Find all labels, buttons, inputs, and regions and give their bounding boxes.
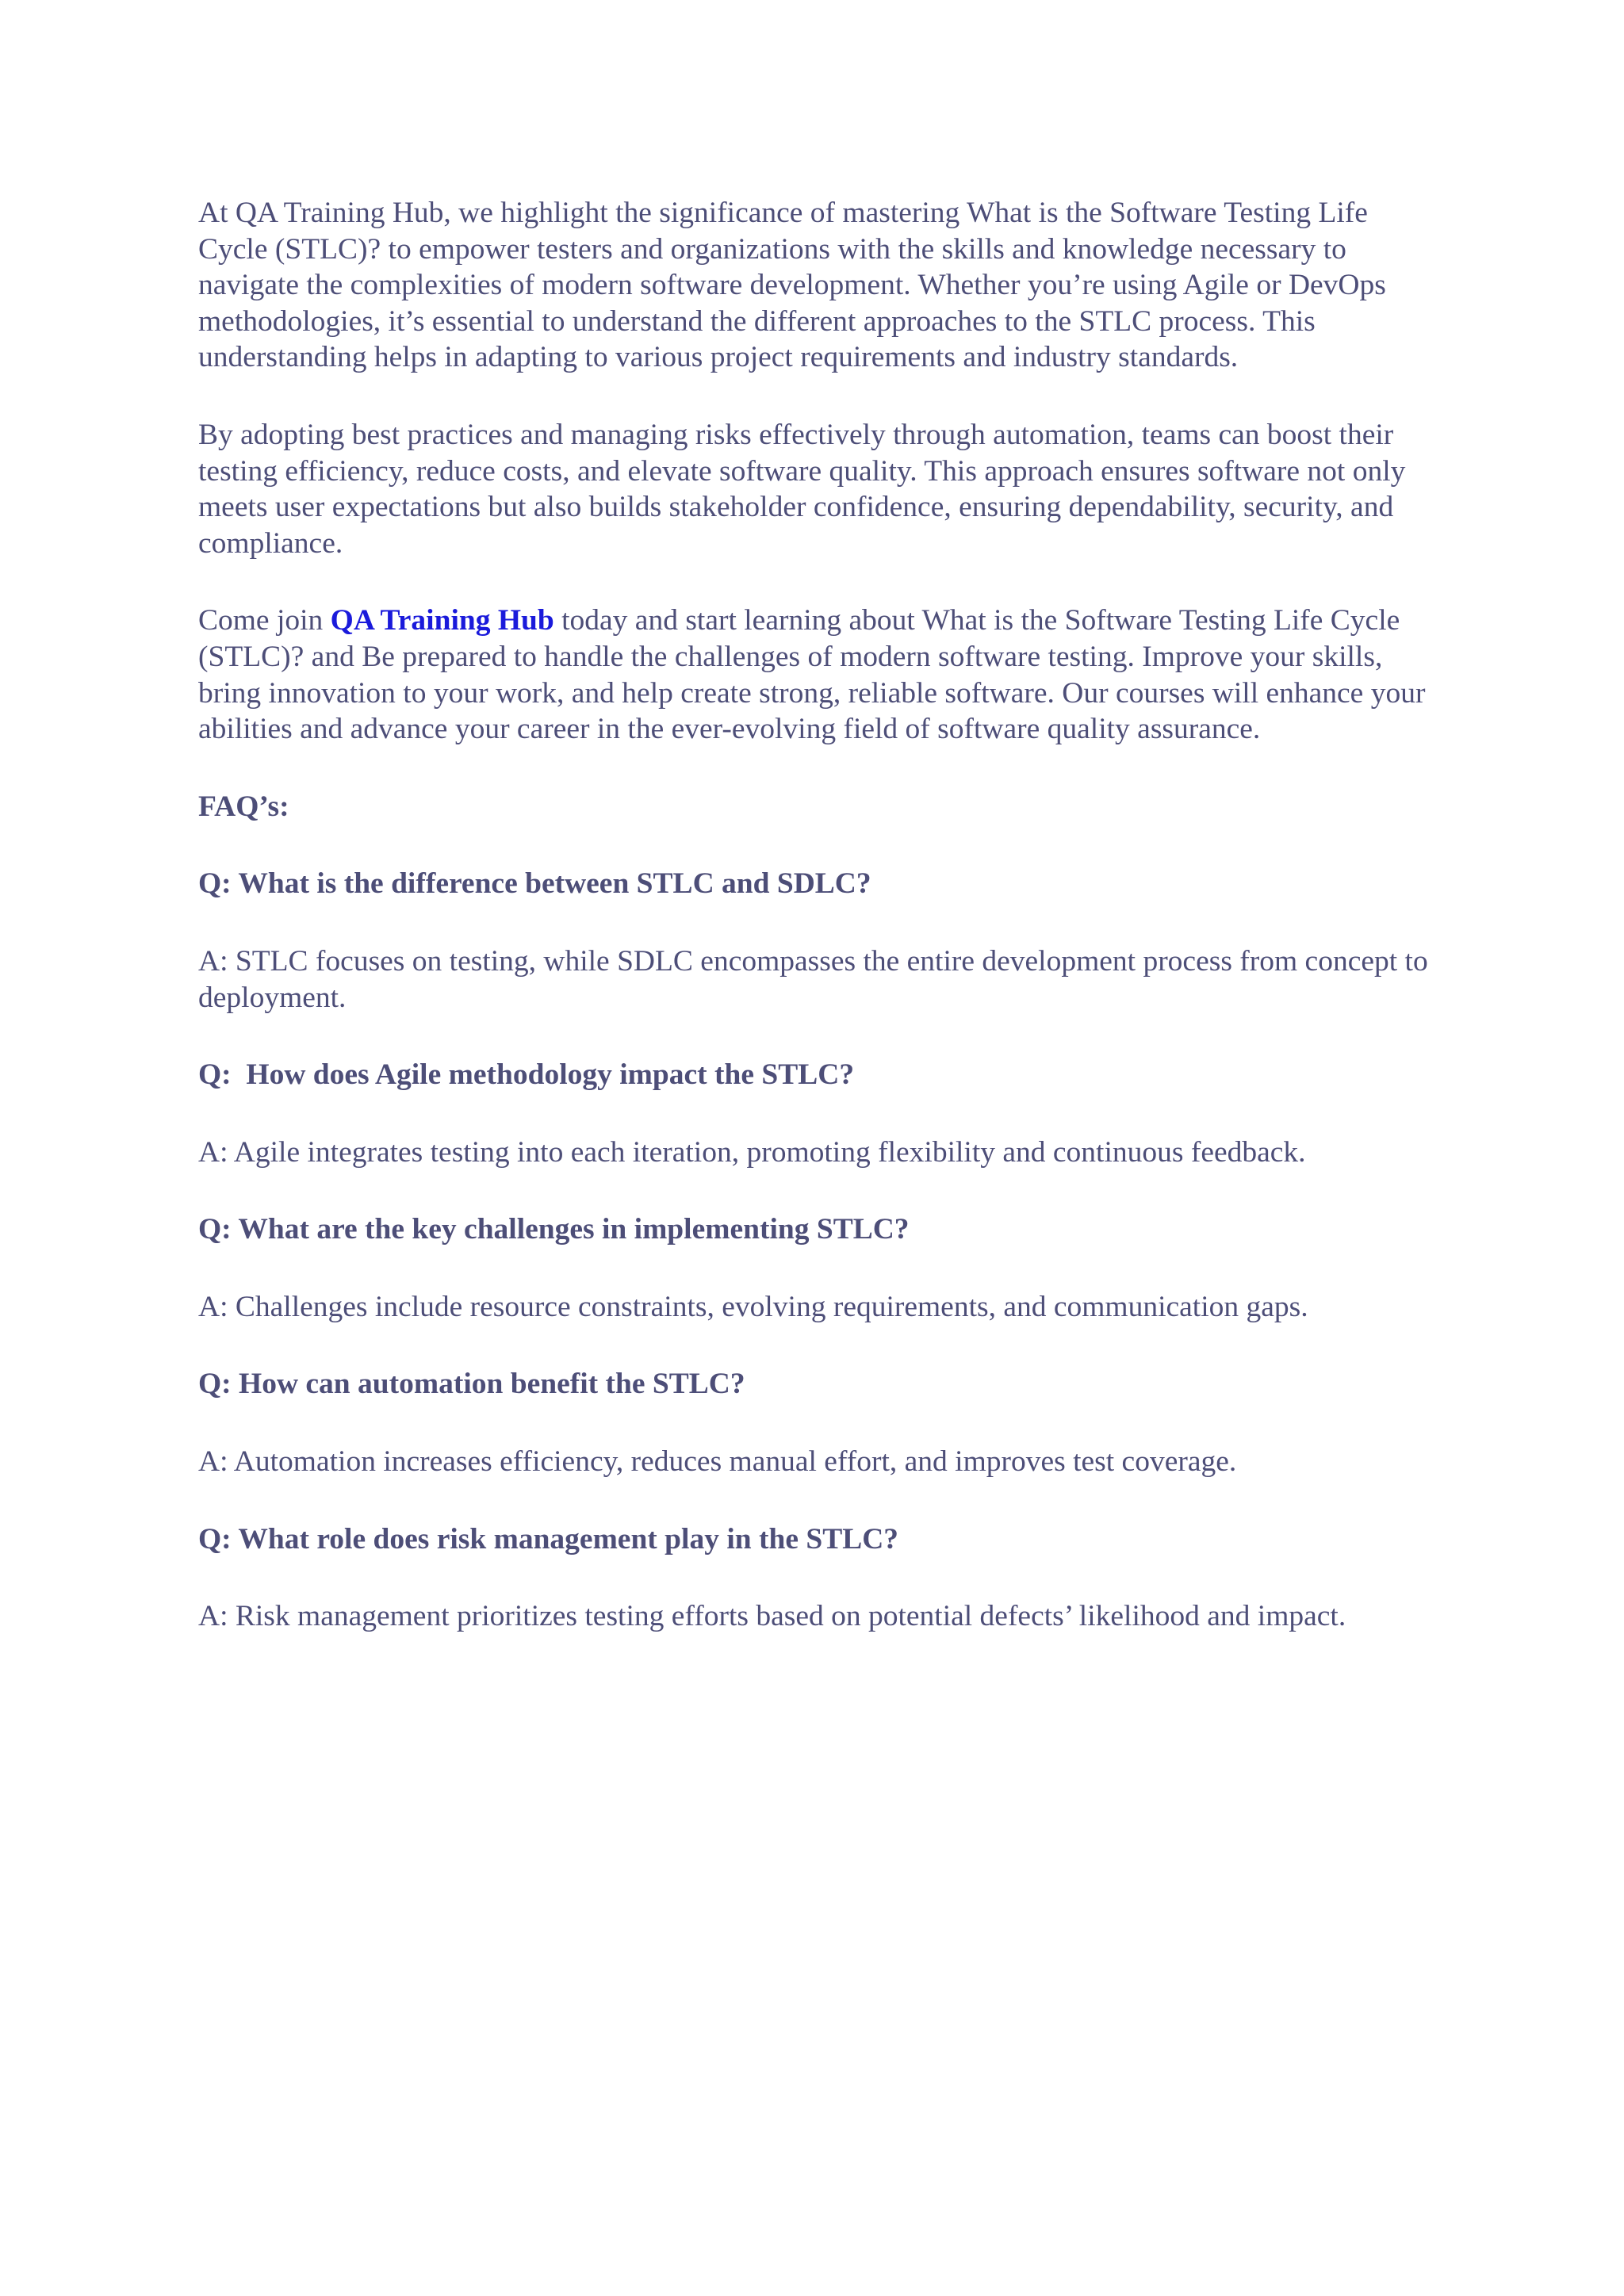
faq-question: Q: How does Agile methodology impact the STLC? <box>198 1058 855 1092</box>
faq-question: Q: What role does risk management play in the STLC? <box>198 1522 899 1556</box>
faq-answer: A: Risk management prioritizes testing efforts based on potential defects’ likelihood and impact. <box>198 1600 1346 1633</box>
faq-question: Q: What is the difference between STLC and SDLC? <box>198 867 871 901</box>
qa-training-hub-link[interactable]: QA Training Hub <box>330 604 554 637</box>
faq-list <box>198 866 1443 1635</box>
intro-paragraph: At QA Training Hub, we highlight the significance of mastering What is the Software Testing Life Cycle (STLC)? to empower testers and organizations with the skills and knowledge necessary to navigate the complexities of modern software development. Whether you’re using Agile or DevOps methodologies, it’s essential to understand the different approaches to the STLC process. This understanding helps in adapting to various project requirements and industry standards. <box>198 197 1386 374</box>
faq-question: Q: What are the key challenges in implementing STLC? <box>198 1213 910 1246</box>
faq-heading: FAQ’s: <box>198 790 289 823</box>
faq-question: Q: How can automation benefit the STLC? <box>198 1368 745 1401</box>
faq-answer: A: Agile integrates testing into each iteration, promoting flexibility and continuous feedback. <box>198 1135 1306 1169</box>
cta-text-after: today and start learning about What is the Software Testing Life Cycle (STLC)? and Be prepared to handle the challenges of modern software testing. Improve your skills, bring innovation to your work, and help create strong, reliable software. Our courses will enhance your abilities and advance your career in the ever-evolving field of software quality assurance. <box>198 604 1426 746</box>
cta-text-before: Come join <box>198 604 331 637</box>
document-page <box>198 195 1443 1676</box>
best-practices-paragraph: By adopting best practices and managing risks effectively through automation, teams can boost their testing efficiency, reduce costs, and elevate software quality. This approach ensures software not only meets user expectations but also builds stakeholder confidence, ensuring dependability, security, and compliance. <box>198 418 1406 560</box>
faq-answer: A: STLC focuses on testing, while SDLC encompasses the entire development process from concept to deployment. <box>198 944 1428 1014</box>
call-to-action-paragraph <box>198 603 1443 747</box>
faq-answer: A: Challenges include resource constraints, evolving requirements, and communication gaps. <box>198 1290 1308 1323</box>
faq-answer: A: Automation increases efficiency, reduces manual effort, and improves test coverage. <box>198 1445 1237 1479</box>
